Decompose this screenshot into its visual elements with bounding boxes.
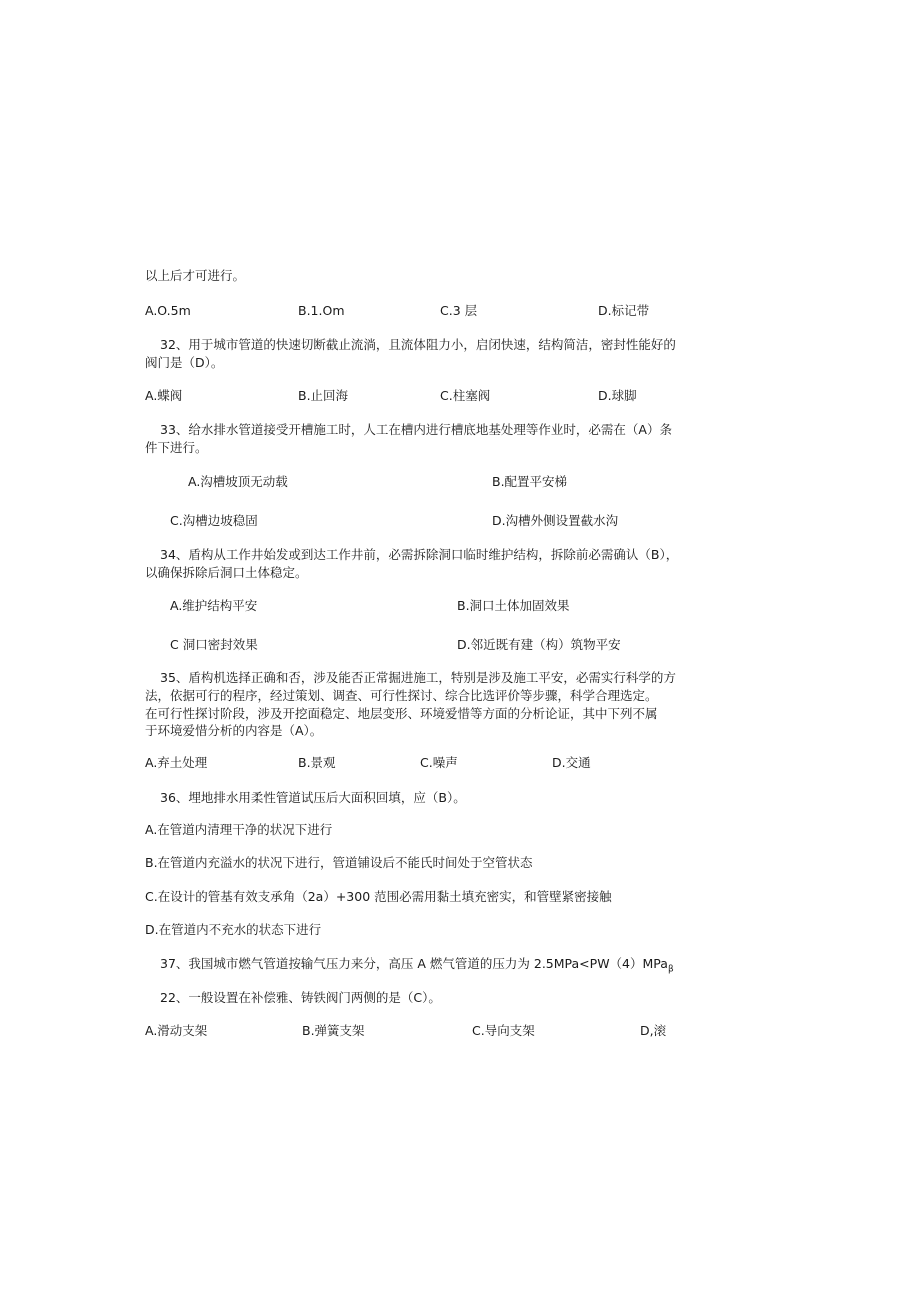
q34-stem-line1: 34、盾构从工作井始发或到达工作井前，必需拆除洞口临时维护结构，拆除前必需确认（B）， [160,547,679,562]
q32-option-a: A.蝶阀 [145,388,183,403]
q32-option-d: D.球脚 [598,388,637,403]
q22-option-a: A.滑动支架 [145,1023,208,1038]
q33-option-c: C.沟槽边坡稳固 [170,513,258,528]
q22-stem: 22、一般设置在补偿雅、铸铁阀门两侧的是（C）。 [160,990,441,1005]
q35-stem-line2: 法，依据可行的程序，经过策划、调查、可行性探讨、综合比选评价等步骤，科学合理选定。 [145,688,658,703]
q35-stem-line4: 于环境爱惜分析的内容是（A）。 [145,723,323,738]
q34-option-d: D.邻近既有建（构）筑物平安 [457,637,621,652]
q33-stem-line1: 33、给水排水管道接受开槽施工时，人工在槽内进行槽底地基处理等作业时，必需在（A）条 [160,422,672,437]
q34-stem-line2: 以确保拆除后洞口土体稳定。 [145,565,308,580]
q37-stem-text: 37、我国城市燃气管道按输气压力来分，高压 A 燃气管道的压力为 2.5MPa<PW（4）MPa [160,956,668,971]
q22-option-c: C.导向支架 [472,1023,535,1038]
q32-option-b: B.止回海 [298,388,349,403]
q35-option-c: C.噪声 [420,755,458,770]
q36-option-b: B.在管道内充溢水的状况下进行，管道铺设后不能氏时间处于空管状态 [145,855,533,870]
q36-option-c: C.在设计的管基有效支承角（2a）+300 范围必需用黏土填充密实，和管壁紧密接触 [145,889,612,904]
q36-option-d: D.在管道内不充水的状态下进行 [145,922,322,937]
q35-stem-line1: 35、盾构机选择正确和否，涉及能否正常掘进施工，特别是涉及施工平安，必需实行科学的方 [160,670,676,685]
q33-option-a: A.沟槽坡顶无动载 [188,474,288,489]
q32-stem-line1: 32、用于城市管道的快速切断截止流淌，且流体阻力小，启闭快速，结构简洁，密封性能好的 [160,337,676,352]
q35-option-a: A.弃土处理 [145,755,208,770]
q36-option-a: A.在管道内清理干净的状况下进行 [145,822,333,837]
q33-option-b: B.配置平安梯 [492,474,568,489]
intro-tail-text: 以上后才可进行。 [145,268,246,283]
q31-option-c: C.3 层 [440,303,478,318]
q31-option-d: D.标记带 [598,303,650,318]
q32-stem-line2: 阀门是（D）。 [145,355,224,370]
q35-stem-line3: 在可行性探讨阶段，涉及开挖面稳定、地层变形、环境爱惜等方面的分析论证，其中下列不属 [145,706,658,721]
q31-option-b: B.1.Om [298,303,345,318]
q34-option-a: A.维护结构平安 [170,598,258,613]
q34-option-c: C 洞口密封效果 [170,637,258,652]
q22-option-b: B.弹簧支架 [302,1023,365,1038]
q37-stem [160,956,674,978]
q37-stem-sub: β [667,964,674,975]
q35-option-b: B.景观 [298,755,336,770]
q34-option-b: B.洞口土体加固效果 [457,598,570,613]
q33-stem-line2: 件下进行。 [145,440,208,455]
q33-option-d: D.沟槽外侧设置截水沟 [492,513,619,528]
q31-option-a: A.O.5m [145,303,191,318]
q32-option-c: C.柱塞阀 [440,388,491,403]
q36-stem: 36、埋地排水用柔性管道试压后大面积回填，应（B）。 [160,790,466,805]
q35-option-d: D.交通 [552,755,591,770]
q22-option-d: D,滚 [640,1023,667,1038]
